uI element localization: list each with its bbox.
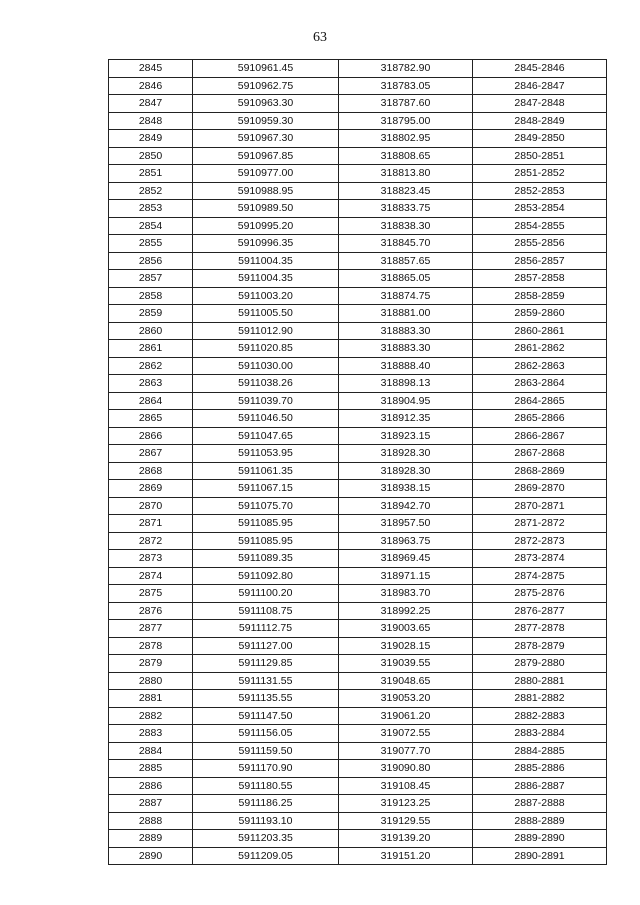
y-coordinate-cell: 319039.55 xyxy=(339,655,473,673)
x-coordinate-cell: 5910967.85 xyxy=(193,147,339,165)
point-number-cell: 2874 xyxy=(109,567,193,585)
coordinates-table-body xyxy=(109,60,607,865)
segment-cell: 2877-2878 xyxy=(473,620,607,638)
segment-cell: 2878-2879 xyxy=(473,637,607,655)
table-row xyxy=(109,287,607,305)
x-coordinate-cell: 5911127.00 xyxy=(193,637,339,655)
segment-cell: 2846-2847 xyxy=(473,77,607,95)
x-coordinate-cell: 5911061.35 xyxy=(193,462,339,480)
x-coordinate-cell: 5911085.95 xyxy=(193,515,339,533)
x-coordinate-cell: 5911209.05 xyxy=(193,847,339,865)
point-number-cell: 2866 xyxy=(109,427,193,445)
table-row xyxy=(109,812,607,830)
x-coordinate-cell: 5910996.35 xyxy=(193,235,339,253)
point-number-cell: 2861 xyxy=(109,340,193,358)
table-row xyxy=(109,305,607,323)
segment-cell: 2866-2867 xyxy=(473,427,607,445)
y-coordinate-cell: 318942.70 xyxy=(339,497,473,515)
x-coordinate-cell: 5911159.50 xyxy=(193,742,339,760)
segment-cell: 2881-2882 xyxy=(473,690,607,708)
table-row xyxy=(109,217,607,235)
table-row xyxy=(109,200,607,218)
segment-cell: 2868-2869 xyxy=(473,462,607,480)
segment-cell: 2874-2875 xyxy=(473,567,607,585)
y-coordinate-cell: 318833.75 xyxy=(339,200,473,218)
x-coordinate-cell: 5911203.35 xyxy=(193,830,339,848)
y-coordinate-cell: 318823.45 xyxy=(339,182,473,200)
table-row xyxy=(109,340,607,358)
segment-cell: 2867-2868 xyxy=(473,445,607,463)
point-number-cell: 2880 xyxy=(109,672,193,690)
x-coordinate-cell: 5910995.20 xyxy=(193,217,339,235)
x-coordinate-cell: 5911129.85 xyxy=(193,655,339,673)
segment-cell: 2854-2855 xyxy=(473,217,607,235)
x-coordinate-cell: 5911108.75 xyxy=(193,602,339,620)
x-coordinate-cell: 5911053.95 xyxy=(193,445,339,463)
segment-cell: 2865-2866 xyxy=(473,410,607,428)
x-coordinate-cell: 5911170.90 xyxy=(193,760,339,778)
point-number-cell: 2850 xyxy=(109,147,193,165)
table-row xyxy=(109,480,607,498)
point-number-cell: 2890 xyxy=(109,847,193,865)
y-coordinate-cell: 318874.75 xyxy=(339,287,473,305)
table-row xyxy=(109,655,607,673)
point-number-cell: 2878 xyxy=(109,637,193,655)
point-number-cell: 2869 xyxy=(109,480,193,498)
segment-cell: 2882-2883 xyxy=(473,707,607,725)
point-number-cell: 2889 xyxy=(109,830,193,848)
x-coordinate-cell: 5911180.55 xyxy=(193,777,339,795)
table-row xyxy=(109,60,607,78)
segment-cell: 2859-2860 xyxy=(473,305,607,323)
segment-cell: 2885-2886 xyxy=(473,760,607,778)
segment-cell: 2872-2873 xyxy=(473,532,607,550)
y-coordinate-cell: 319139.20 xyxy=(339,830,473,848)
segment-cell: 2863-2864 xyxy=(473,375,607,393)
segment-cell: 2880-2881 xyxy=(473,672,607,690)
point-number-cell: 2875 xyxy=(109,585,193,603)
y-coordinate-cell: 318883.30 xyxy=(339,340,473,358)
y-coordinate-cell: 319090.80 xyxy=(339,760,473,778)
x-coordinate-cell: 5911092.80 xyxy=(193,567,339,585)
point-number-cell: 2845 xyxy=(109,60,193,78)
segment-cell: 2864-2865 xyxy=(473,392,607,410)
segment-cell: 2869-2870 xyxy=(473,480,607,498)
table-row xyxy=(109,690,607,708)
table-row xyxy=(109,497,607,515)
y-coordinate-cell: 318787.60 xyxy=(339,95,473,113)
segment-cell: 2849-2850 xyxy=(473,130,607,148)
table-row xyxy=(109,95,607,113)
y-coordinate-cell: 318904.95 xyxy=(339,392,473,410)
x-coordinate-cell: 5911004.35 xyxy=(193,270,339,288)
segment-cell: 2889-2890 xyxy=(473,830,607,848)
segment-cell: 2890-2891 xyxy=(473,847,607,865)
y-coordinate-cell: 319048.65 xyxy=(339,672,473,690)
point-number-cell: 2887 xyxy=(109,795,193,813)
point-number-cell: 2883 xyxy=(109,725,193,743)
y-coordinate-cell: 318783.05 xyxy=(339,77,473,95)
table-row xyxy=(109,672,607,690)
table-row xyxy=(109,620,607,638)
x-coordinate-cell: 5911100.20 xyxy=(193,585,339,603)
table-row xyxy=(109,515,607,533)
point-number-cell: 2855 xyxy=(109,235,193,253)
y-coordinate-cell: 318802.95 xyxy=(339,130,473,148)
page-number: 63 xyxy=(313,30,327,45)
point-number-cell: 2882 xyxy=(109,707,193,725)
point-number-cell: 2884 xyxy=(109,742,193,760)
table-row xyxy=(109,725,607,743)
segment-cell: 2870-2871 xyxy=(473,497,607,515)
segment-cell: 2887-2888 xyxy=(473,795,607,813)
segment-cell: 2860-2861 xyxy=(473,322,607,340)
point-number-cell: 2879 xyxy=(109,655,193,673)
table-row xyxy=(109,270,607,288)
x-coordinate-cell: 5911135.55 xyxy=(193,690,339,708)
segment-cell: 2879-2880 xyxy=(473,655,607,673)
table-row xyxy=(109,742,607,760)
y-coordinate-cell: 319123.25 xyxy=(339,795,473,813)
segment-cell: 2853-2854 xyxy=(473,200,607,218)
table-row xyxy=(109,322,607,340)
x-coordinate-cell: 5910962.75 xyxy=(193,77,339,95)
point-number-cell: 2881 xyxy=(109,690,193,708)
x-coordinate-cell: 5911046.50 xyxy=(193,410,339,428)
table-row xyxy=(109,235,607,253)
y-coordinate-cell: 319129.55 xyxy=(339,812,473,830)
y-coordinate-cell: 318881.00 xyxy=(339,305,473,323)
point-number-cell: 2872 xyxy=(109,532,193,550)
y-coordinate-cell: 319108.45 xyxy=(339,777,473,795)
y-coordinate-cell: 318912.35 xyxy=(339,410,473,428)
y-coordinate-cell: 319151.20 xyxy=(339,847,473,865)
y-coordinate-cell: 318957.50 xyxy=(339,515,473,533)
y-coordinate-cell: 319077.70 xyxy=(339,742,473,760)
point-number-cell: 2851 xyxy=(109,165,193,183)
segment-cell: 2888-2889 xyxy=(473,812,607,830)
segment-cell: 2848-2849 xyxy=(473,112,607,130)
x-coordinate-cell: 5910989.50 xyxy=(193,200,339,218)
point-number-cell: 2873 xyxy=(109,550,193,568)
segment-cell: 2861-2862 xyxy=(473,340,607,358)
table-row xyxy=(109,777,607,795)
x-coordinate-cell: 5911147.50 xyxy=(193,707,339,725)
y-coordinate-cell: 318888.40 xyxy=(339,357,473,375)
y-coordinate-cell: 318813.80 xyxy=(339,165,473,183)
segment-cell: 2871-2872 xyxy=(473,515,607,533)
x-coordinate-cell: 5911193.10 xyxy=(193,812,339,830)
x-coordinate-cell: 5911020.85 xyxy=(193,340,339,358)
y-coordinate-cell: 318971.15 xyxy=(339,567,473,585)
point-number-cell: 2857 xyxy=(109,270,193,288)
segment-cell: 2856-2857 xyxy=(473,252,607,270)
x-coordinate-cell: 5911030.00 xyxy=(193,357,339,375)
point-number-cell: 2858 xyxy=(109,287,193,305)
y-coordinate-cell: 319053.20 xyxy=(339,690,473,708)
x-coordinate-cell: 5911075.70 xyxy=(193,497,339,515)
x-coordinate-cell: 5911089.35 xyxy=(193,550,339,568)
point-number-cell: 2849 xyxy=(109,130,193,148)
table-row xyxy=(109,760,607,778)
point-number-cell: 2859 xyxy=(109,305,193,323)
x-coordinate-cell: 5911005.50 xyxy=(193,305,339,323)
x-coordinate-cell: 5910967.30 xyxy=(193,130,339,148)
y-coordinate-cell: 318923.15 xyxy=(339,427,473,445)
y-coordinate-cell: 318782.90 xyxy=(339,60,473,78)
y-coordinate-cell: 318795.00 xyxy=(339,112,473,130)
y-coordinate-cell: 319072.55 xyxy=(339,725,473,743)
point-number-cell: 2863 xyxy=(109,375,193,393)
x-coordinate-cell: 5911186.25 xyxy=(193,795,339,813)
point-number-cell: 2847 xyxy=(109,95,193,113)
point-number-cell: 2885 xyxy=(109,760,193,778)
table-row xyxy=(109,410,607,428)
point-number-cell: 2852 xyxy=(109,182,193,200)
segment-cell: 2851-2852 xyxy=(473,165,607,183)
y-coordinate-cell: 319028.15 xyxy=(339,637,473,655)
point-number-cell: 2860 xyxy=(109,322,193,340)
segment-cell: 2852-2853 xyxy=(473,182,607,200)
table-row xyxy=(109,182,607,200)
point-number-cell: 2871 xyxy=(109,515,193,533)
table-row xyxy=(109,445,607,463)
table-row xyxy=(109,707,607,725)
segment-cell: 2876-2877 xyxy=(473,602,607,620)
point-number-cell: 2856 xyxy=(109,252,193,270)
y-coordinate-cell: 318938.15 xyxy=(339,480,473,498)
y-coordinate-cell: 319003.65 xyxy=(339,620,473,638)
table-row xyxy=(109,830,607,848)
segment-cell: 2886-2887 xyxy=(473,777,607,795)
x-coordinate-cell: 5911131.55 xyxy=(193,672,339,690)
table-row xyxy=(109,602,607,620)
table-row xyxy=(109,252,607,270)
y-coordinate-cell: 318838.30 xyxy=(339,217,473,235)
point-number-cell: 2876 xyxy=(109,602,193,620)
segment-cell: 2850-2851 xyxy=(473,147,607,165)
segment-cell: 2845-2846 xyxy=(473,60,607,78)
y-coordinate-cell: 318898.13 xyxy=(339,375,473,393)
segment-cell: 2855-2856 xyxy=(473,235,607,253)
x-coordinate-cell: 5911012.90 xyxy=(193,322,339,340)
point-number-cell: 2864 xyxy=(109,392,193,410)
segment-cell: 2884-2885 xyxy=(473,742,607,760)
segment-cell: 2858-2859 xyxy=(473,287,607,305)
y-coordinate-cell: 318857.65 xyxy=(339,252,473,270)
table-row xyxy=(109,550,607,568)
x-coordinate-cell: 5911156.05 xyxy=(193,725,339,743)
table-row xyxy=(109,567,607,585)
y-coordinate-cell: 318883.30 xyxy=(339,322,473,340)
x-coordinate-cell: 5911067.15 xyxy=(193,480,339,498)
y-coordinate-cell: 319061.20 xyxy=(339,707,473,725)
table-row xyxy=(109,392,607,410)
point-number-cell: 2854 xyxy=(109,217,193,235)
point-number-cell: 2888 xyxy=(109,812,193,830)
table-row xyxy=(109,147,607,165)
point-number-cell: 2877 xyxy=(109,620,193,638)
table-row xyxy=(109,130,607,148)
table-row xyxy=(109,462,607,480)
x-coordinate-cell: 5910977.00 xyxy=(193,165,339,183)
table-row xyxy=(109,77,607,95)
x-coordinate-cell: 5910961.45 xyxy=(193,60,339,78)
table-row xyxy=(109,357,607,375)
x-coordinate-cell: 5911039.70 xyxy=(193,392,339,410)
point-number-cell: 2862 xyxy=(109,357,193,375)
table-row xyxy=(109,637,607,655)
segment-cell: 2875-2876 xyxy=(473,585,607,603)
x-coordinate-cell: 5911004.35 xyxy=(193,252,339,270)
x-coordinate-cell: 5911047.65 xyxy=(193,427,339,445)
y-coordinate-cell: 318992.25 xyxy=(339,602,473,620)
table-row xyxy=(109,427,607,445)
point-number-cell: 2848 xyxy=(109,112,193,130)
x-coordinate-cell: 5910963.30 xyxy=(193,95,339,113)
point-number-cell: 2865 xyxy=(109,410,193,428)
segment-cell: 2862-2863 xyxy=(473,357,607,375)
point-number-cell: 2870 xyxy=(109,497,193,515)
y-coordinate-cell: 318983.70 xyxy=(339,585,473,603)
x-coordinate-cell: 5911112.75 xyxy=(193,620,339,638)
table-row xyxy=(109,795,607,813)
table-row xyxy=(109,112,607,130)
table-row xyxy=(109,165,607,183)
x-coordinate-cell: 5911085.95 xyxy=(193,532,339,550)
point-number-cell: 2853 xyxy=(109,200,193,218)
table-row xyxy=(109,847,607,865)
coordinates-table xyxy=(108,59,607,865)
x-coordinate-cell: 5910959.30 xyxy=(193,112,339,130)
segment-cell: 2883-2884 xyxy=(473,725,607,743)
point-number-cell: 2886 xyxy=(109,777,193,795)
table-row xyxy=(109,375,607,393)
point-number-cell: 2846 xyxy=(109,77,193,95)
y-coordinate-cell: 318808.65 xyxy=(339,147,473,165)
table-row xyxy=(109,585,607,603)
x-coordinate-cell: 5911038.26 xyxy=(193,375,339,393)
y-coordinate-cell: 318865.05 xyxy=(339,270,473,288)
y-coordinate-cell: 318845.70 xyxy=(339,235,473,253)
y-coordinate-cell: 318969.45 xyxy=(339,550,473,568)
x-coordinate-cell: 5910988.95 xyxy=(193,182,339,200)
y-coordinate-cell: 318963.75 xyxy=(339,532,473,550)
table-row xyxy=(109,532,607,550)
segment-cell: 2847-2848 xyxy=(473,95,607,113)
point-number-cell: 2868 xyxy=(109,462,193,480)
y-coordinate-cell: 318928.30 xyxy=(339,445,473,463)
x-coordinate-cell: 5911003.20 xyxy=(193,287,339,305)
point-number-cell: 2867 xyxy=(109,445,193,463)
y-coordinate-cell: 318928.30 xyxy=(339,462,473,480)
segment-cell: 2857-2858 xyxy=(473,270,607,288)
segment-cell: 2873-2874 xyxy=(473,550,607,568)
